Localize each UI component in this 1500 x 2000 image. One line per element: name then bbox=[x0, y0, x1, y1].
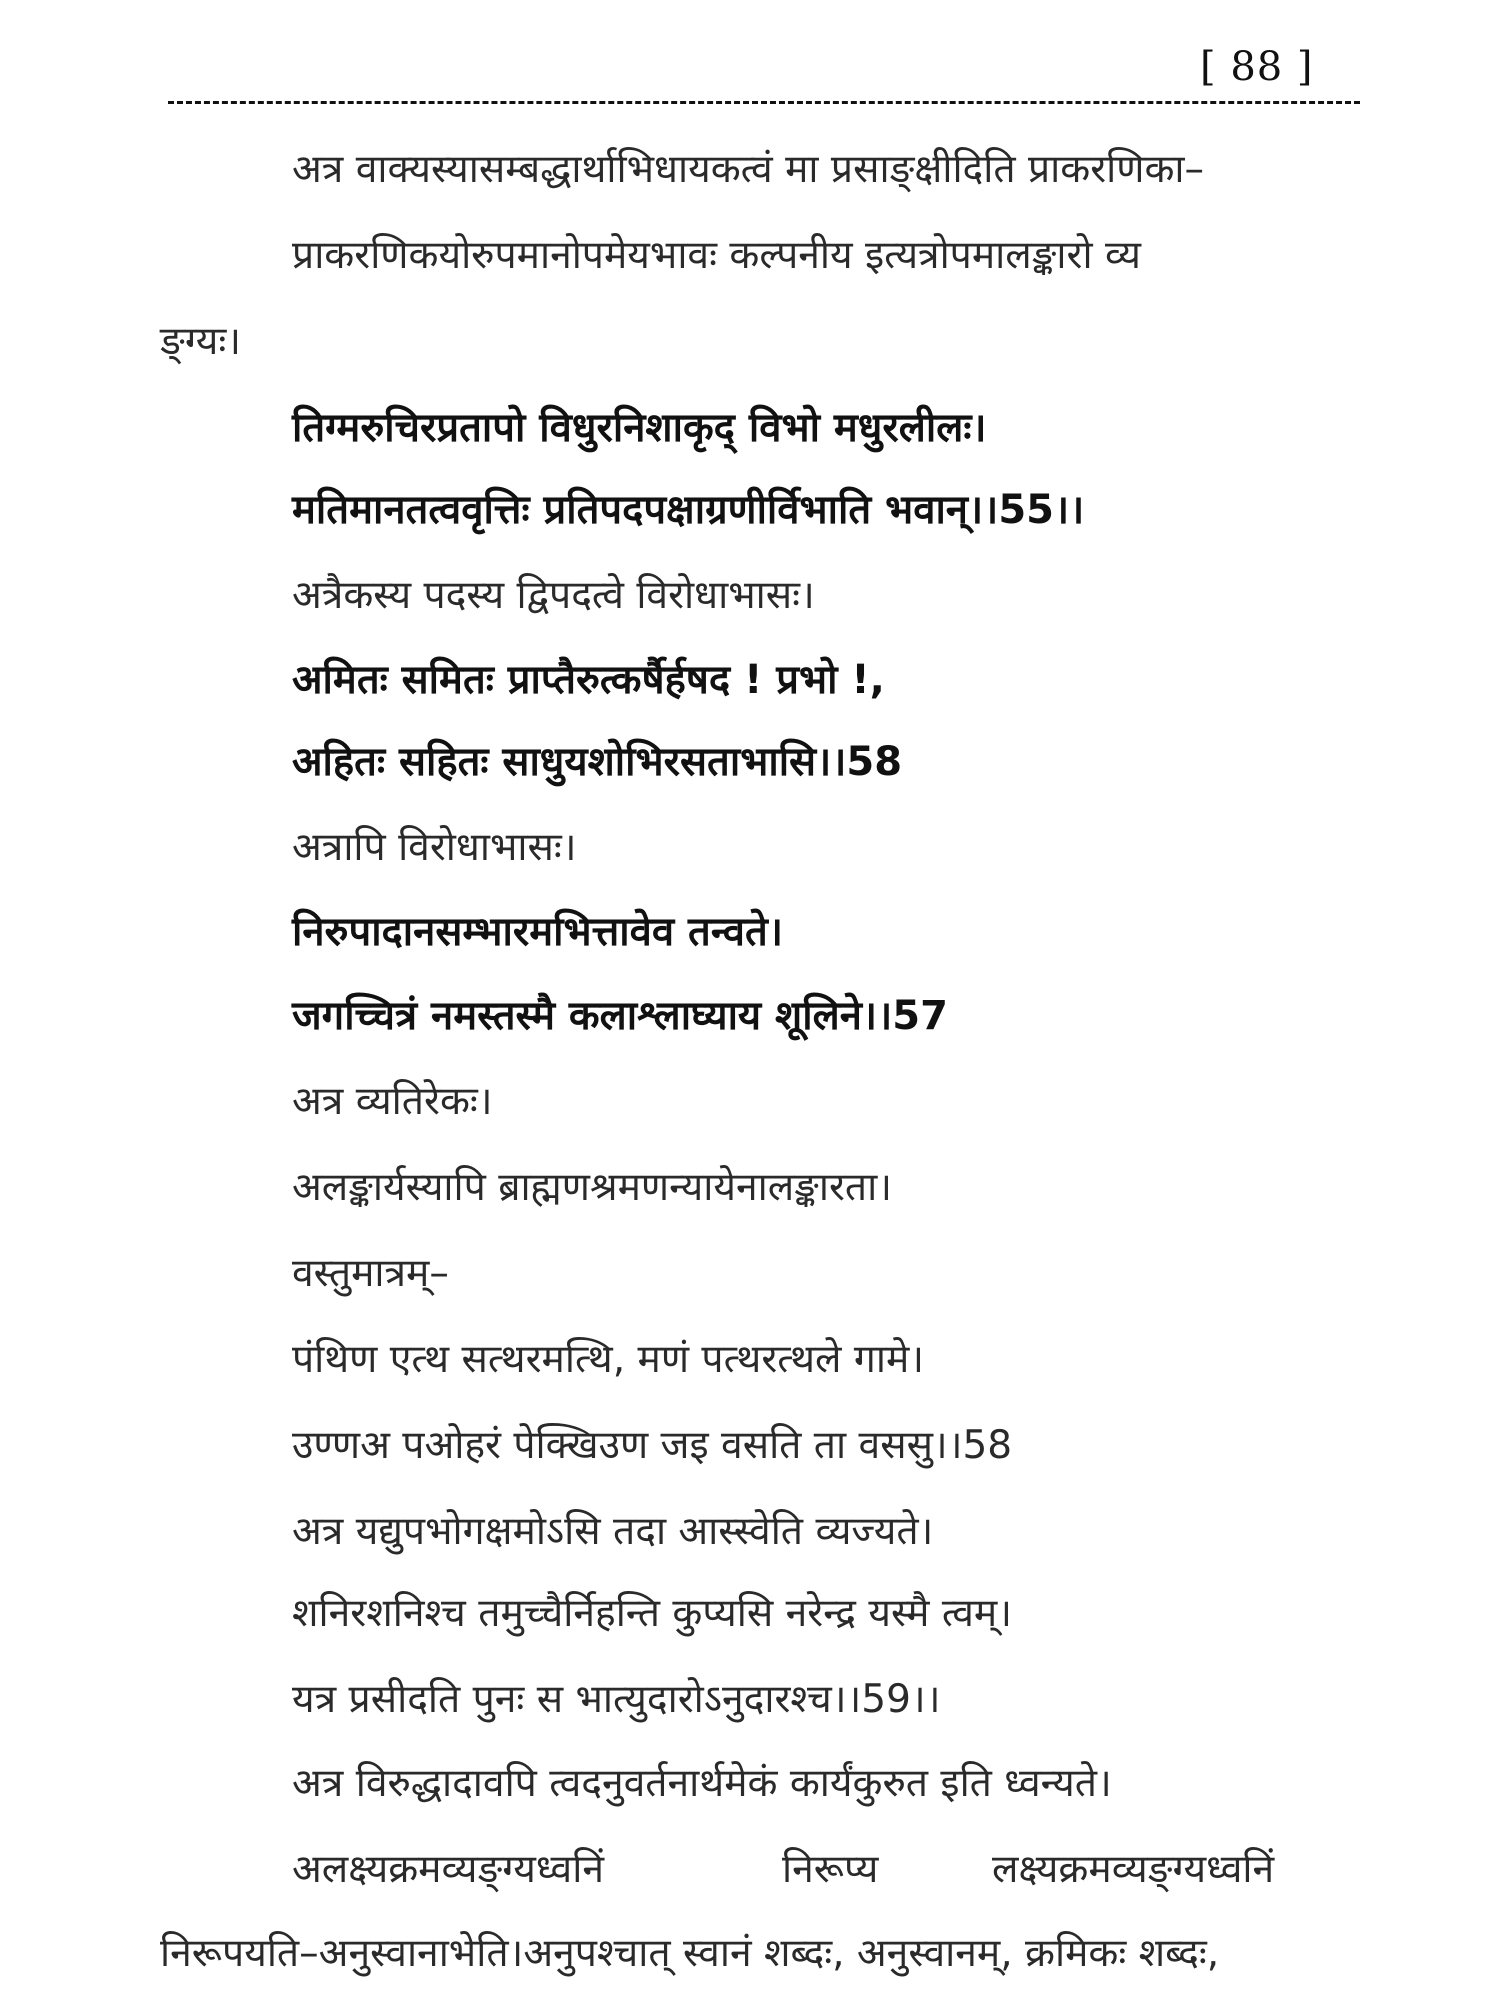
text-line: अत्र विरुद्धादावपि त्वदनुवर्तनार्थमेकं कार्यंकुरुत इति ध्वन्यते। bbox=[292, 1761, 1112, 1806]
header-rule bbox=[168, 101, 1360, 104]
verse-line: निरुपादानसम्भारमभित्तावेव तन्वते। bbox=[292, 909, 784, 955]
text-line: प्राकरणिकयोरुपमानोपमेयभावः कल्पनीय इत्यत्रोपमालङ्कारो व्य bbox=[292, 233, 1141, 278]
verse-line: जगच्चित्रं नमस्तस्मै कलाश्लाघ्याय शूलिने।।57 bbox=[292, 993, 948, 1039]
verse-line: अहितः सहितः साधुयशोभिरसताभासि।।58 bbox=[292, 739, 903, 785]
text-line: अत्र यद्युपभोगक्षमोऽसि तदा आस्स्वेति व्यज्यते। bbox=[292, 1509, 934, 1554]
page-number: [ 88 ] bbox=[1200, 44, 1314, 90]
text-line: यत्र प्रसीदति पुनः स भात्युदारोऽनुदारश्च।।59।। bbox=[292, 1677, 941, 1722]
text-line: अलङ्कार्यस्यापि ब्राह्मणश्रमणन्यायेनालङ्कारता। bbox=[292, 1165, 893, 1210]
text-line: उण्णअ पओहरं पेक्खिउण जइ वसति ता वससु।।58 bbox=[292, 1423, 1013, 1468]
text-line: अत्रापि विरोधाभासः। bbox=[292, 825, 577, 870]
line-segment: अलक्ष्यक्रमव्यङ्ग्यध्वनिं bbox=[292, 1847, 604, 1892]
section-heading: वस्तुमात्रम्– bbox=[292, 1251, 449, 1296]
text-line: ङ्ग्यः। bbox=[160, 319, 242, 364]
text-line: शनिरशनिश्च तमुच्चैर्निहन्ति कुप्यसि नरेन्द्र यस्मै त्वम्। bbox=[292, 1591, 1012, 1636]
text-line: अत्र व्यतिरेकः। bbox=[292, 1079, 493, 1124]
text-line: अत्र वाक्यस्यासम्बद्धार्थाभिधायकत्वं मा प्रसाङ्क्षीदिति प्राकरणिका– bbox=[292, 147, 1205, 192]
line-segment: निरूप्य bbox=[782, 1847, 879, 1892]
verse-line: मतिमानतत्ववृत्तिः प्रतिपदपक्षाग्रणीर्विभाति भवान्।।55।। bbox=[292, 487, 1085, 533]
text-line: अत्रैकस्य पदस्य द्विपदत्वे विरोधाभासः। bbox=[292, 573, 815, 618]
line-segment: लक्ष्यक्रमव्यङ्ग्यध्वनिं bbox=[992, 1847, 1275, 1892]
text-line: पंथिण एत्थ सत्थरमत्थि, मणं पत्थरत्थले गामे। bbox=[292, 1337, 925, 1382]
text-line: निरूपयति–अनुस्वानाभेति।अनुपश्चात् स्वानं शब्दः, अनुस्वानम्, क्रमिकः शब्दः, bbox=[160, 1931, 1220, 1976]
verse-line: अमितः समितः प्राप्तैरुत्कर्षैर्हषद ! प्रभो !, bbox=[292, 657, 885, 703]
verse-line: तिग्मरुचिरप्रतापो विधुरनिशाकृद् विभो मधुरलीलः। bbox=[292, 405, 987, 451]
